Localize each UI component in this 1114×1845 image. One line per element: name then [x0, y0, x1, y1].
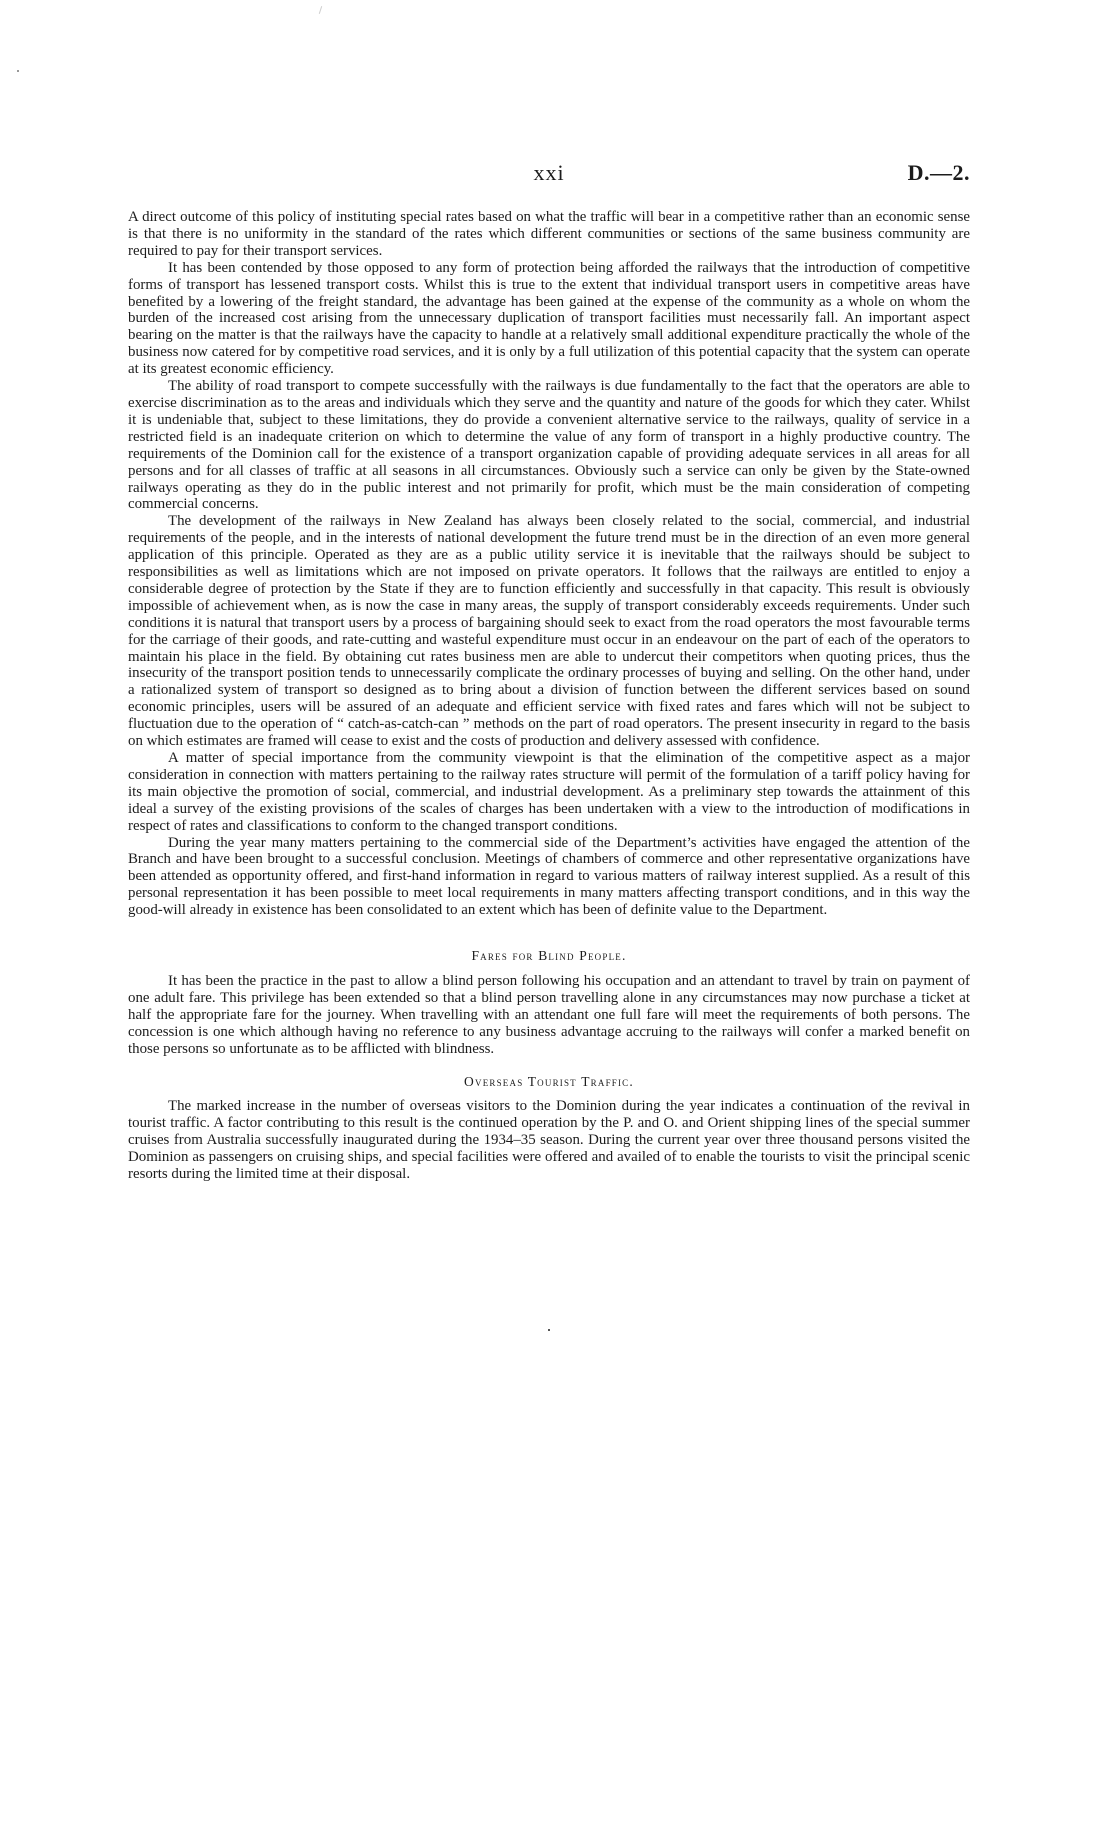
section-paragraph: The marked increase in the number of overseas visitors to the Dominion during the year indicates a continuation of the revival in tourist traffic. A factor contributing to this result is the continued operation by the P. and O. and Orient shipping lines of the special summer cruises from Australia successfully inaugurated during the 1934–35 season. During the current year over three thousand persons visited the Dominion as passengers on cruising ships, and special facilities were offered and availed of to enable the tourists to visit the principal scenic resorts during the limited time at their disposal.	[128, 1098, 970, 1183]
body-paragraph: The development of the railways in New Zealand has always been closely related to the social, commercial, and industrial requirements of the people, and in the interests of national development the future trend must be in the direction of an even more general application of this principle. Operated as they are as a public utility service it is inevitable that the railways should be subject to responsibilities as well as limitations which are not imposed on private operators. It follows that the railways are entitled to enjoy a considerable degree of protection by the State if they are to function efficiently and successfully in that capacity. This result is obviously impossible of achievement when, as is now the case in many areas, the supply of transport considerably exceeds requirements. Under such conditions it is natural that transport users by a process of bargaining should seek to exact from the road operators the most favourable terms for the carriage of their goods, and rate-cutting and wasteful expenditure must occur in an endeavour on the part of each of the operators to maintain his place in the field. By obtaining cut rates business men are able to undercut their competitors when quoting prices, thus the insecurity of the transport position tends to unnecessarily complicate the ordinary processes of buying and selling. On the other hand, under a rationalized system of transport so designed as to bring about a division of function between the different services based on sound economic principles, users will be assured of an adequate and efficient service with fixed rates and fares which will not be subject to fluctuation due to the operation of “ catch-as-catch-can ” methods on the part of road operators. The present insecurity in regard to the basis on which estimates are framed will cease to exist and the costs of production and delivery assessed with confidence.	[128, 513, 970, 750]
page-number: xxi	[533, 160, 565, 185]
body-paragraph: During the year many matters pertaining to the commercial side of the Department’s activities have engaged the attention of the Branch and have been brought to a successful conclusion. Meetings of chambers of commerce and other representative organizations have been attended as opportunity offered, and first-hand information in regard to various matters of railway interest supplied. As a result of this personal representation it has been possible to meet local requirements in many matters affecting transport conditions, and in this way the good-will already in existence has been consolidated to an extent which has been of definite value to the Department.	[128, 834, 970, 919]
separator-dot	[548, 1329, 550, 1331]
body-paragraph: A direct outcome of this policy of instituting special rates based on what the traffic will bear in a competitive rather than an economic sense is that there is no uniformity in the standard of the rates which different communities or sections of the same business community are required to pay for their transport services.	[128, 209, 970, 259]
scan-artifact	[319, 6, 322, 14]
section-paragraph: It has been the practice in the past to allow a blind person following his occupation and an attendant to travel by train on payment of one adult fare. This privilege has been extended so that a blind person travelling alone in any circumstances may now purchase a ticket at half the appropriate fare for the journey. When travelling with an attendant one full fare will meet the requirements of both persons. The concession is one which although having no reference to any business advantage accruing to the railways will confer a marked benefit on those persons so unfortunate as to be afflicted with blindness.	[128, 972, 970, 1057]
document-reference: D.—2.	[907, 160, 970, 185]
body-paragraph: A matter of special importance from the community viewpoint is that the elimination of the competitive aspect as a major consideration in connection with matters pertaining to the railway rates structure will permit of the formulation of a tariff policy having for its main objective the promotion of social, commercial, and industrial development. As a preliminary step towards the attainment of this ideal a survey of the existing provisions of the scales of charges has been undertaken with a view to the introduction of modifications in respect of rates and classifications to conform to the changed transport conditions.	[128, 750, 970, 834]
document-body	[128, 209, 970, 1183]
body-paragraph: The ability of road transport to compete successfully with the railways is due fundamentally to the fact that the operators are able to exercise discrimination as to the areas and individuals which they serve and the quantity and nature of the goods for which they cater. Whilst it is undeniable that, subject to these limitations, they do provide a convenient alternative service to the railways, quality of service in a restricted field is an inadequate criterion on which to determine the value of any form of transport in a highly productive country. The requirements of the Dominion call for the existence of a transport organization capable of providing adequate services in all areas for all persons and for all classes of traffic at all seasons in all circumstances. Obviously such a service can only be given by the State-owned railways operating as they do in the public interest and not primarily for profit, which must be the main consideration of competing commercial concerns.	[128, 378, 970, 513]
section-heading-blind-people: Fares for Blind People.	[471, 948, 627, 964]
page-header	[128, 160, 970, 190]
body-paragraph: It has been contended by those opposed to any form of protection being afforded the railways that the introduction of competitive forms of transport has lessened transport costs. Whilst this is true to the extent that individual transport users in competitive areas have benefited by a lowering of the freight standard, the advantage has been gained at the expense of the community as a whole on whom the burden of the increased cost arising from the unnecessary duplication of transport facilities must necessarily fall. An important aspect bearing on the matter is that the railways have the capacity to handle at a relatively small additional expenditure practically the whole of the business now catered for by competitive road services, and it is only by a full utilization of this potential capacity that the system can operate at its greatest economic efficiency.	[128, 259, 970, 378]
section-heading-tourist-traffic: Overseas Tourist Traffic.	[464, 1073, 634, 1089]
scan-artifact	[17, 70, 19, 72]
